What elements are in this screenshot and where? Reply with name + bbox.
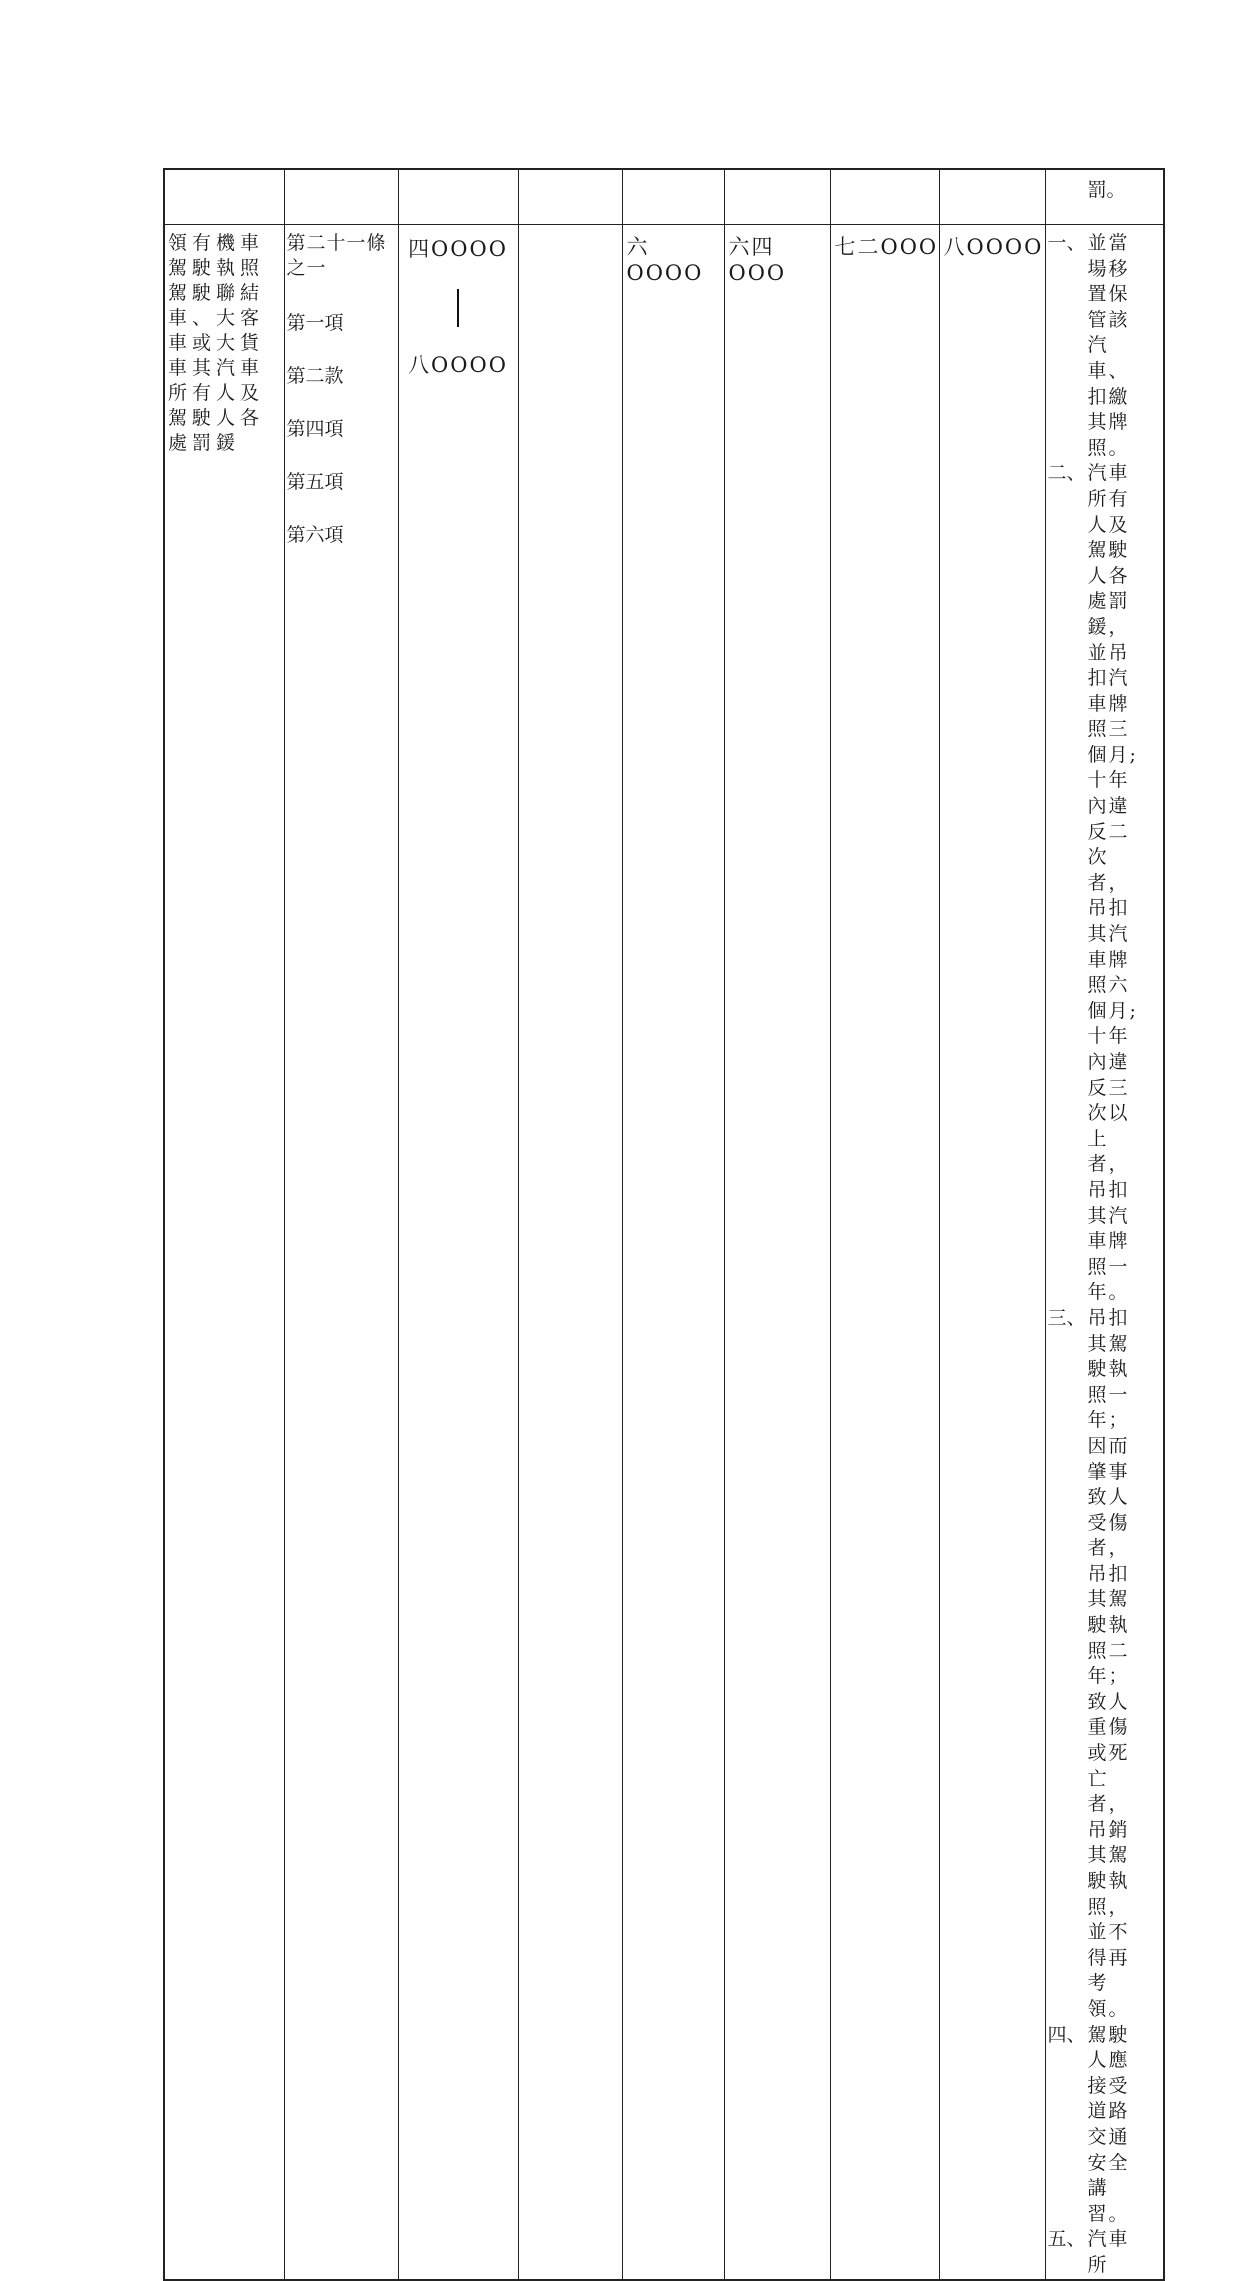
cell-violation: [164, 225, 284, 2280]
range-dash: [457, 289, 459, 327]
note-item: [1048, 231, 1160, 461]
note-number: 二、: [1047, 462, 1086, 485]
note-item: [1048, 1306, 1160, 2023]
law-item: 第一項: [286, 312, 344, 334]
cell-empty: [939, 169, 1045, 225]
cell-empty: [284, 169, 398, 225]
cell-empty: [398, 169, 518, 225]
cell-law-article: [284, 225, 398, 2280]
law-item: 第五項: [286, 471, 344, 493]
fine-range-min: 四OOOO: [408, 237, 508, 261]
cell-fine: [518, 225, 622, 2280]
law-item: 第六項: [286, 524, 344, 546]
note-text: 汽車所有人及駕駛人各處罰鍰，並吊扣汽車牌照三個月;十年內違反二次者，吊扣其汽車牌照六個月;十年內違反三次以上者，吊扣其汽車牌照一年。: [1087, 462, 1138, 1304]
cell-fine: 六OOOO: [622, 225, 724, 2280]
note-text: 吊扣其駕駛執照一年；因而肇事致人受傷者，吊扣其駕駛執照二年；致人重傷或死亡者，吊銷其駕駛執照，並不得再考領。: [1087, 1306, 1130, 2020]
cell-notes: [1045, 225, 1164, 2280]
note-number: 四、: [1047, 2023, 1086, 2046]
law-item: 第二款: [286, 365, 344, 387]
note-number: 三、: [1047, 1306, 1086, 1329]
cell-fine: 七二OOO: [830, 225, 939, 2280]
cell-fine: 六四OOO: [724, 225, 830, 2280]
cell-fine: 八OOOO: [939, 225, 1045, 2280]
cell-empty: [164, 169, 284, 225]
cell-empty: [724, 169, 830, 225]
note-number: 五、: [1047, 2228, 1086, 2251]
violation-row: [164, 225, 1164, 2280]
cell-fine-range: [398, 225, 518, 2280]
note-item: [1048, 461, 1160, 1306]
violation-text: 領有機車駕駛執照駕駛聯結車、大客車或大貨車其汽車所有人及駕駛人各處罰鍰: [168, 232, 265, 454]
note-item: [1048, 2023, 1160, 2228]
penalty-table: [163, 168, 1165, 2281]
law-article: 第二十一條之一: [286, 232, 387, 279]
cell-note-tail: [1045, 169, 1164, 225]
note-item: [1048, 2227, 1160, 2278]
note-text: 汽車所: [1087, 2228, 1130, 2276]
law-item: 第四項: [286, 418, 344, 440]
cell-empty: [622, 169, 724, 225]
note-number: 一、: [1047, 232, 1086, 254]
cell-empty: [518, 169, 622, 225]
note-tail-text: 罰。: [1087, 179, 1126, 201]
fine-range-max: 八OOOO: [408, 353, 508, 377]
note-text: 駕駛人應接受道路交通安全講習。: [1087, 2023, 1130, 2225]
cell-empty: [830, 169, 939, 225]
continuation-row: [164, 169, 1164, 225]
note-text: 並當場移置保管該汽車、扣繳其牌照。: [1087, 232, 1130, 459]
